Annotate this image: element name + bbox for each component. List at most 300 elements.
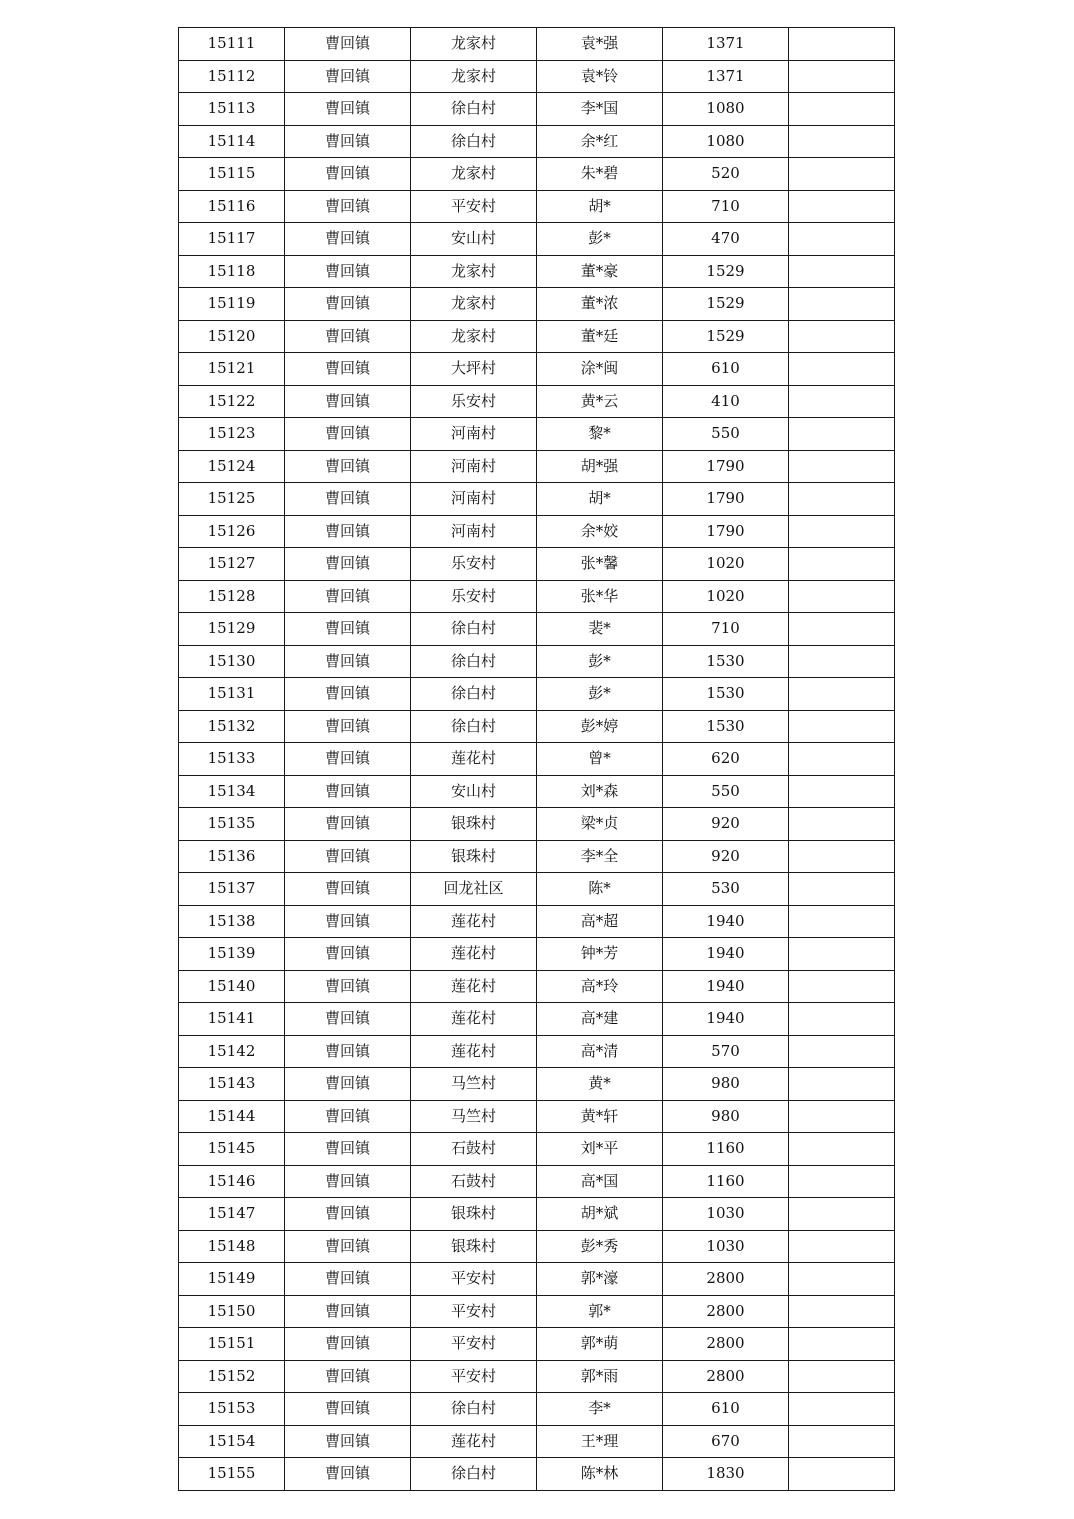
village-cell: 徐白村 — [411, 1458, 537, 1491]
town-cell: 曹回镇 — [285, 743, 411, 776]
amount-cell: 470 — [663, 223, 789, 256]
table-row — [179, 255, 895, 288]
town-cell: 曹回镇 — [285, 28, 411, 61]
town-cell: 曹回镇 — [285, 385, 411, 418]
amount-cell: 1080 — [663, 93, 789, 126]
amount-cell: 1530 — [663, 710, 789, 743]
remark-cell — [789, 320, 895, 353]
name-cell: 董*浓 — [537, 288, 663, 321]
serial-number-cell: 15150 — [179, 1295, 285, 1328]
name-cell: 陈*林 — [537, 1458, 663, 1491]
serial-number-cell: 15130 — [179, 645, 285, 678]
village-cell: 安山村 — [411, 775, 537, 808]
remark-cell — [789, 255, 895, 288]
village-cell: 河南村 — [411, 483, 537, 516]
amount-cell: 1160 — [663, 1133, 789, 1166]
remark-cell — [789, 808, 895, 841]
serial-number-cell: 15125 — [179, 483, 285, 516]
amount-cell: 1371 — [663, 60, 789, 93]
name-cell: 袁*强 — [537, 28, 663, 61]
table-row — [179, 125, 895, 158]
amount-cell: 920 — [663, 808, 789, 841]
remark-cell — [789, 1263, 895, 1296]
town-cell: 曹回镇 — [285, 1393, 411, 1426]
amount-cell: 550 — [663, 775, 789, 808]
remark-cell — [789, 1035, 895, 1068]
name-cell: 张*馨 — [537, 548, 663, 581]
remark-cell — [789, 645, 895, 678]
amount-cell: 980 — [663, 1068, 789, 1101]
serial-number-cell: 15124 — [179, 450, 285, 483]
name-cell: 曾* — [537, 743, 663, 776]
name-cell: 刘*平 — [537, 1133, 663, 1166]
village-cell: 徐白村 — [411, 678, 537, 711]
name-cell: 胡* — [537, 483, 663, 516]
name-cell: 钟*芳 — [537, 938, 663, 971]
table-row — [179, 1198, 895, 1231]
table-row — [179, 1100, 895, 1133]
name-cell: 李*全 — [537, 840, 663, 873]
serial-number-cell: 15129 — [179, 613, 285, 646]
serial-number-cell: 15131 — [179, 678, 285, 711]
name-cell: 裴* — [537, 613, 663, 646]
name-cell: 胡*强 — [537, 450, 663, 483]
name-cell: 梁*贞 — [537, 808, 663, 841]
serial-number-cell: 15151 — [179, 1328, 285, 1361]
table-row — [179, 1360, 895, 1393]
village-cell: 平安村 — [411, 1295, 537, 1328]
amount-cell: 1940 — [663, 970, 789, 1003]
village-cell: 银珠村 — [411, 840, 537, 873]
table-row — [179, 515, 895, 548]
remark-cell — [789, 1328, 895, 1361]
remark-cell — [789, 548, 895, 581]
table-row — [179, 1458, 895, 1491]
remark-cell — [789, 158, 895, 191]
amount-cell: 1371 — [663, 28, 789, 61]
remark-cell — [789, 190, 895, 223]
table-row — [179, 710, 895, 743]
village-cell: 乐安村 — [411, 548, 537, 581]
amount-cell: 2800 — [663, 1263, 789, 1296]
town-cell: 曹回镇 — [285, 483, 411, 516]
name-cell: 高*国 — [537, 1165, 663, 1198]
amount-cell: 1790 — [663, 483, 789, 516]
town-cell: 曹回镇 — [285, 905, 411, 938]
village-cell: 平安村 — [411, 1328, 537, 1361]
amount-cell: 710 — [663, 613, 789, 646]
amount-cell: 1940 — [663, 905, 789, 938]
serial-number-cell: 15132 — [179, 710, 285, 743]
town-cell: 曹回镇 — [285, 548, 411, 581]
table-row — [179, 93, 895, 126]
town-cell: 曹回镇 — [285, 1003, 411, 1036]
remark-cell — [789, 1165, 895, 1198]
amount-cell: 530 — [663, 873, 789, 906]
table-row — [179, 678, 895, 711]
name-cell: 李*国 — [537, 93, 663, 126]
table-row — [179, 1263, 895, 1296]
amount-cell: 1020 — [663, 580, 789, 613]
remark-cell — [789, 385, 895, 418]
table-row — [179, 905, 895, 938]
serial-number-cell: 15135 — [179, 808, 285, 841]
amount-cell: 520 — [663, 158, 789, 191]
table-row — [179, 580, 895, 613]
table-row — [179, 970, 895, 1003]
amount-cell: 1940 — [663, 938, 789, 971]
village-cell: 平安村 — [411, 1263, 537, 1296]
name-cell: 黄*云 — [537, 385, 663, 418]
name-cell: 董*豪 — [537, 255, 663, 288]
name-cell: 余*姣 — [537, 515, 663, 548]
town-cell: 曹回镇 — [285, 1035, 411, 1068]
amount-cell: 1030 — [663, 1198, 789, 1231]
town-cell: 曹回镇 — [285, 710, 411, 743]
amount-cell: 610 — [663, 353, 789, 386]
village-cell: 河南村 — [411, 450, 537, 483]
serial-number-cell: 15137 — [179, 873, 285, 906]
village-cell: 莲花村 — [411, 1003, 537, 1036]
remark-cell — [789, 905, 895, 938]
amount-cell: 1830 — [663, 1458, 789, 1491]
name-cell: 彭* — [537, 645, 663, 678]
table-row — [179, 158, 895, 191]
town-cell: 曹回镇 — [285, 808, 411, 841]
town-cell: 曹回镇 — [285, 60, 411, 93]
village-cell: 银珠村 — [411, 1198, 537, 1231]
amount-cell: 920 — [663, 840, 789, 873]
serial-number-cell: 15155 — [179, 1458, 285, 1491]
town-cell: 曹回镇 — [285, 353, 411, 386]
amount-cell: 610 — [663, 1393, 789, 1426]
serial-number-cell: 15117 — [179, 223, 285, 256]
town-cell: 曹回镇 — [285, 93, 411, 126]
amount-cell: 1080 — [663, 125, 789, 158]
remark-cell — [789, 1425, 895, 1458]
village-cell: 回龙社区 — [411, 873, 537, 906]
table-row — [179, 873, 895, 906]
name-cell: 胡*斌 — [537, 1198, 663, 1231]
amount-cell: 670 — [663, 1425, 789, 1458]
town-cell: 曹回镇 — [285, 678, 411, 711]
serial-number-cell: 15144 — [179, 1100, 285, 1133]
town-cell: 曹回镇 — [285, 190, 411, 223]
serial-number-cell: 15114 — [179, 125, 285, 158]
village-cell: 石鼓村 — [411, 1133, 537, 1166]
village-cell: 平安村 — [411, 1360, 537, 1393]
serial-number-cell: 15141 — [179, 1003, 285, 1036]
town-cell: 曹回镇 — [285, 125, 411, 158]
amount-cell: 1020 — [663, 548, 789, 581]
town-cell: 曹回镇 — [285, 1100, 411, 1133]
serial-number-cell: 15112 — [179, 60, 285, 93]
serial-number-cell: 15121 — [179, 353, 285, 386]
amount-cell: 2800 — [663, 1295, 789, 1328]
amount-cell: 710 — [663, 190, 789, 223]
name-cell: 李* — [537, 1393, 663, 1426]
village-cell: 莲花村 — [411, 938, 537, 971]
town-cell: 曹回镇 — [285, 320, 411, 353]
remark-cell — [789, 1393, 895, 1426]
village-cell: 石鼓村 — [411, 1165, 537, 1198]
table-row — [179, 223, 895, 256]
village-cell: 徐白村 — [411, 1393, 537, 1426]
town-cell: 曹回镇 — [285, 938, 411, 971]
remark-cell — [789, 353, 895, 386]
serial-number-cell: 15127 — [179, 548, 285, 581]
name-cell: 高*超 — [537, 905, 663, 938]
village-cell: 龙家村 — [411, 288, 537, 321]
serial-number-cell: 15140 — [179, 970, 285, 1003]
table-row — [179, 938, 895, 971]
remark-cell — [789, 483, 895, 516]
amount-cell: 1529 — [663, 320, 789, 353]
serial-number-cell: 15122 — [179, 385, 285, 418]
table-row — [179, 288, 895, 321]
table-row — [179, 1393, 895, 1426]
serial-number-cell: 15119 — [179, 288, 285, 321]
village-cell: 徐白村 — [411, 125, 537, 158]
village-cell: 马竺村 — [411, 1100, 537, 1133]
amount-cell: 1529 — [663, 288, 789, 321]
village-cell: 龙家村 — [411, 255, 537, 288]
serial-number-cell: 15115 — [179, 158, 285, 191]
amount-cell: 570 — [663, 1035, 789, 1068]
table-row — [179, 1230, 895, 1263]
name-cell: 董*廷 — [537, 320, 663, 353]
town-cell: 曹回镇 — [285, 158, 411, 191]
village-cell: 平安村 — [411, 190, 537, 223]
village-cell: 徐白村 — [411, 710, 537, 743]
serial-number-cell: 15143 — [179, 1068, 285, 1101]
name-cell: 王*理 — [537, 1425, 663, 1458]
name-cell: 胡* — [537, 190, 663, 223]
village-cell: 龙家村 — [411, 60, 537, 93]
name-cell: 朱*碧 — [537, 158, 663, 191]
remark-cell — [789, 1068, 895, 1101]
serial-number-cell: 15134 — [179, 775, 285, 808]
serial-number-cell: 15111 — [179, 28, 285, 61]
name-cell: 黄* — [537, 1068, 663, 1101]
table-row — [179, 1035, 895, 1068]
name-cell: 黄*轩 — [537, 1100, 663, 1133]
serial-number-cell: 15138 — [179, 905, 285, 938]
remark-cell — [789, 613, 895, 646]
serial-number-cell: 15116 — [179, 190, 285, 223]
remark-cell — [789, 515, 895, 548]
name-cell: 彭*秀 — [537, 1230, 663, 1263]
table-row — [179, 483, 895, 516]
remark-cell — [789, 1230, 895, 1263]
serial-number-cell: 15145 — [179, 1133, 285, 1166]
name-cell: 高*建 — [537, 1003, 663, 1036]
serial-number-cell: 15153 — [179, 1393, 285, 1426]
town-cell: 曹回镇 — [285, 970, 411, 1003]
town-cell: 曹回镇 — [285, 775, 411, 808]
serial-number-cell: 15128 — [179, 580, 285, 613]
name-cell: 张*华 — [537, 580, 663, 613]
village-cell: 莲花村 — [411, 743, 537, 776]
table-row — [179, 1328, 895, 1361]
table-row — [179, 1003, 895, 1036]
amount-cell: 980 — [663, 1100, 789, 1133]
town-cell: 曹回镇 — [285, 1458, 411, 1491]
serial-number-cell: 15142 — [179, 1035, 285, 1068]
amount-cell: 1790 — [663, 515, 789, 548]
remark-cell — [789, 580, 895, 613]
table-row — [179, 1425, 895, 1458]
amount-cell: 1529 — [663, 255, 789, 288]
amount-cell: 1790 — [663, 450, 789, 483]
serial-number-cell: 15113 — [179, 93, 285, 126]
village-cell: 莲花村 — [411, 970, 537, 1003]
town-cell: 曹回镇 — [285, 1425, 411, 1458]
remark-cell — [789, 288, 895, 321]
village-cell: 徐白村 — [411, 93, 537, 126]
amount-cell: 2800 — [663, 1360, 789, 1393]
town-cell: 曹回镇 — [285, 1295, 411, 1328]
serial-number-cell: 15133 — [179, 743, 285, 776]
name-cell: 高*清 — [537, 1035, 663, 1068]
serial-number-cell: 15139 — [179, 938, 285, 971]
village-cell: 龙家村 — [411, 28, 537, 61]
name-cell: 郭*雨 — [537, 1360, 663, 1393]
town-cell: 曹回镇 — [285, 1133, 411, 1166]
remark-cell — [789, 1295, 895, 1328]
remark-cell — [789, 93, 895, 126]
town-cell: 曹回镇 — [285, 450, 411, 483]
remark-cell — [789, 678, 895, 711]
remark-cell — [789, 1360, 895, 1393]
village-cell: 乐安村 — [411, 580, 537, 613]
village-cell: 安山村 — [411, 223, 537, 256]
remark-cell — [789, 418, 895, 451]
serial-number-cell: 15149 — [179, 1263, 285, 1296]
village-cell: 徐白村 — [411, 613, 537, 646]
remark-cell — [789, 1003, 895, 1036]
serial-number-cell: 15146 — [179, 1165, 285, 1198]
town-cell: 曹回镇 — [285, 645, 411, 678]
village-cell: 莲花村 — [411, 1425, 537, 1458]
town-cell: 曹回镇 — [285, 288, 411, 321]
name-cell: 高*玲 — [537, 970, 663, 1003]
name-cell: 黎* — [537, 418, 663, 451]
serial-number-cell: 15136 — [179, 840, 285, 873]
serial-number-cell: 15120 — [179, 320, 285, 353]
name-cell: 刘*森 — [537, 775, 663, 808]
table-row — [179, 1295, 895, 1328]
village-cell: 河南村 — [411, 515, 537, 548]
table-row — [179, 353, 895, 386]
town-cell: 曹回镇 — [285, 613, 411, 646]
remark-cell — [789, 223, 895, 256]
remark-cell — [789, 840, 895, 873]
village-cell: 徐白村 — [411, 645, 537, 678]
town-cell: 曹回镇 — [285, 223, 411, 256]
table-row — [179, 1165, 895, 1198]
town-cell: 曹回镇 — [285, 1165, 411, 1198]
remark-cell — [789, 970, 895, 1003]
table-row — [179, 645, 895, 678]
remark-cell — [789, 1458, 895, 1491]
village-cell: 河南村 — [411, 418, 537, 451]
table-row — [179, 418, 895, 451]
table-row — [179, 385, 895, 418]
remark-cell — [789, 1100, 895, 1133]
serial-number-cell: 15147 — [179, 1198, 285, 1231]
table-row — [179, 840, 895, 873]
remark-cell — [789, 1133, 895, 1166]
data-table — [178, 27, 895, 1491]
name-cell: 彭* — [537, 223, 663, 256]
town-cell: 曹回镇 — [285, 1068, 411, 1101]
town-cell: 曹回镇 — [285, 255, 411, 288]
village-cell: 龙家村 — [411, 158, 537, 191]
amount-cell: 1940 — [663, 1003, 789, 1036]
village-cell: 银珠村 — [411, 1230, 537, 1263]
name-cell: 袁*铃 — [537, 60, 663, 93]
amount-cell: 1160 — [663, 1165, 789, 1198]
amount-cell: 2800 — [663, 1328, 789, 1361]
remark-cell — [789, 873, 895, 906]
amount-cell: 1030 — [663, 1230, 789, 1263]
remark-cell — [789, 938, 895, 971]
table-row — [179, 320, 895, 353]
village-cell: 龙家村 — [411, 320, 537, 353]
remark-cell — [789, 125, 895, 158]
serial-number-cell: 15126 — [179, 515, 285, 548]
table-row — [179, 60, 895, 93]
table-row — [179, 808, 895, 841]
serial-number-cell: 15152 — [179, 1360, 285, 1393]
village-cell: 大坪村 — [411, 353, 537, 386]
name-cell: 郭*濠 — [537, 1263, 663, 1296]
town-cell: 曹回镇 — [285, 580, 411, 613]
name-cell: 陈* — [537, 873, 663, 906]
table-body — [179, 28, 895, 1491]
town-cell: 曹回镇 — [285, 1198, 411, 1231]
table-row — [179, 548, 895, 581]
village-cell: 乐安村 — [411, 385, 537, 418]
name-cell: 彭*婷 — [537, 710, 663, 743]
remark-cell — [789, 450, 895, 483]
serial-number-cell: 15148 — [179, 1230, 285, 1263]
amount-cell: 620 — [663, 743, 789, 776]
remark-cell — [789, 743, 895, 776]
village-cell: 马竺村 — [411, 1068, 537, 1101]
town-cell: 曹回镇 — [285, 1263, 411, 1296]
remark-cell — [789, 775, 895, 808]
town-cell: 曹回镇 — [285, 873, 411, 906]
table-row — [179, 28, 895, 61]
name-cell: 彭* — [537, 678, 663, 711]
amount-cell: 410 — [663, 385, 789, 418]
serial-number-cell: 15123 — [179, 418, 285, 451]
town-cell: 曹回镇 — [285, 418, 411, 451]
remark-cell — [789, 1198, 895, 1231]
town-cell: 曹回镇 — [285, 515, 411, 548]
village-cell: 莲花村 — [411, 905, 537, 938]
table-row — [179, 775, 895, 808]
name-cell: 郭* — [537, 1295, 663, 1328]
name-cell: 余*红 — [537, 125, 663, 158]
town-cell: 曹回镇 — [285, 840, 411, 873]
town-cell: 曹回镇 — [285, 1230, 411, 1263]
table-row — [179, 743, 895, 776]
remark-cell — [789, 28, 895, 61]
serial-number-cell: 15118 — [179, 255, 285, 288]
